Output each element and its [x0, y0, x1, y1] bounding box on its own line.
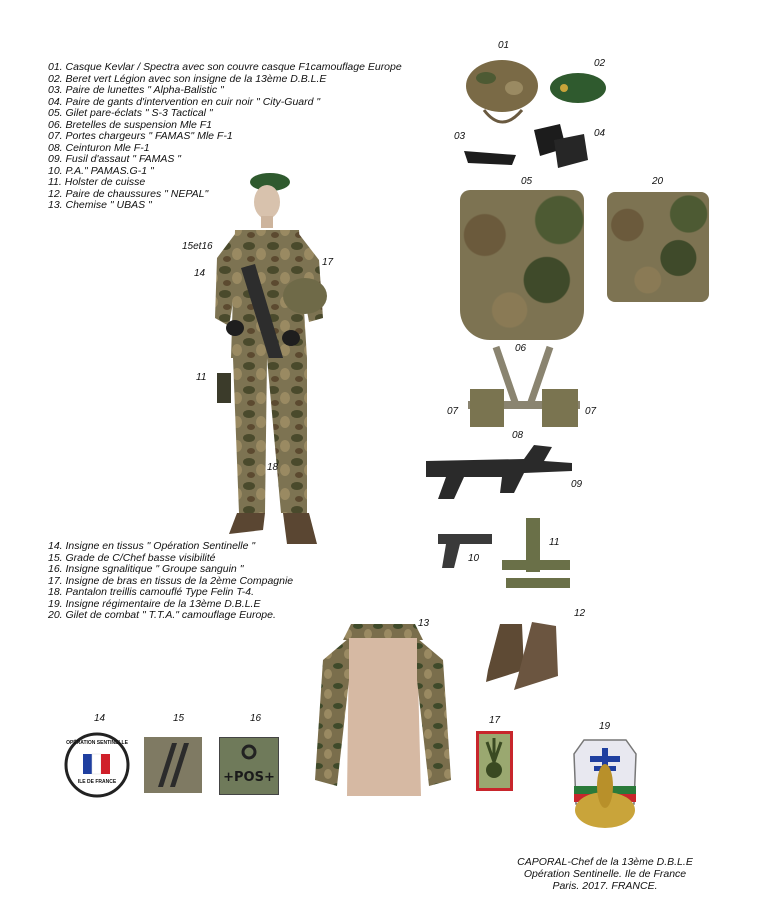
- label-07-right: 07: [585, 406, 597, 417]
- label-02: 02: [594, 58, 606, 69]
- list-item: 15. Grade de C/Chef basse visibilité: [48, 551, 216, 564]
- label-20: 20: [652, 176, 664, 187]
- gloves-image: [530, 120, 590, 177]
- caption-line-1: CAPORAL-Chef de la 13ème D.B.L.E: [517, 856, 693, 868]
- list-item: 10. P.A." PAMAS.G-1 ": [48, 164, 154, 177]
- list-item: 07. Portes chargeurs " FAMAS" Mle F-1: [48, 130, 233, 142]
- list-item: 04. Paire de gants d'intervention en cuir noir " City-Guard ": [48, 95, 321, 108]
- label-09: 09: [571, 479, 583, 490]
- list-item: 09. Fusil d'assaut " FAMAS ": [48, 153, 181, 165]
- label-14: 14: [194, 268, 206, 279]
- label-04: 04: [594, 128, 606, 139]
- label-01: 01: [498, 40, 510, 51]
- label-14-patch: 14: [94, 713, 106, 724]
- label-05: 05: [521, 176, 533, 187]
- label-17: 17: [322, 257, 334, 268]
- label-10: 10: [468, 553, 480, 564]
- label-17-patch: 17: [489, 715, 501, 726]
- boots-image: [484, 620, 570, 701]
- ubas-shirt-image: [313, 620, 453, 803]
- label-06: 06: [515, 343, 527, 354]
- list-item: 12. Paire de chaussures " NEPAL": [48, 187, 209, 200]
- blood-group-patch: [219, 737, 279, 795]
- list-item: 02. Beret vert Légion avec son insigne de la 13ème D.B.L.E: [48, 72, 327, 85]
- pistol-image: [436, 530, 494, 575]
- label-11: 11: [549, 537, 560, 548]
- patch-16-text: +POS+: [223, 770, 275, 785]
- beret-image: [548, 70, 612, 111]
- list-item: 06. Bretelles de suspension Mle F1: [48, 118, 213, 131]
- list-item: 13. Chemise " UBAS ": [48, 199, 152, 211]
- patch-14-bottom-text: ILE DE FRANCE: [77, 779, 117, 785]
- list-item: 19. Insigne régimentaire de la 13ème D.B.L.E: [48, 597, 261, 610]
- caption: [470, 856, 740, 892]
- list-item: 16. Insigne sgnalitique " Groupe sanguin ": [48, 563, 244, 575]
- list-item: 17. Insigne de bras en tissus de la 2ème Compagnie: [48, 574, 294, 587]
- rank-insignia: [144, 737, 202, 798]
- list-item: 11. Holster de cuisse: [48, 176, 146, 188]
- sentinelle-patch: [64, 732, 130, 803]
- label-15-16: 15et16: [182, 241, 213, 252]
- label-19: 19: [599, 721, 611, 732]
- label-11-figure: 11: [196, 372, 207, 383]
- glasses-image: [462, 145, 518, 174]
- company-arm-patch: [476, 731, 513, 791]
- caption-line-2: Opération Sentinelle. Ile de France: [523, 868, 687, 880]
- regimental-insignia: [568, 738, 642, 847]
- list-item: 20. Gilet de combat " T.T.A." camouflage Europe.: [48, 609, 276, 621]
- label-13: 13: [418, 618, 430, 629]
- label-12: 12: [574, 608, 586, 619]
- list-item: 05. Gilet pare-éclats " S-3 Tactical ": [48, 107, 213, 119]
- list-item: 03. Paire de lunettes " Alpha-Balistic ": [48, 84, 224, 96]
- ballistic-vest-image: [460, 190, 584, 340]
- holster-image: [498, 516, 574, 603]
- patch-14-top-text: OPÉRATION SENTINELLE: [66, 740, 128, 746]
- label-08: 08: [512, 430, 524, 441]
- label-16-patch: 16: [250, 713, 262, 724]
- list-item: 18. Pantalon treillis camouflé Type Felin T-4.: [48, 586, 255, 598]
- list-item: 01. Casque Kevlar / Spectra avec son couvre casque F1camouflage Europe: [48, 61, 402, 73]
- list-item: 14. Insigne en tissus " Opération Sentinelle ": [48, 540, 256, 552]
- famas-rifle-image: [424, 443, 574, 510]
- label-18: 18: [267, 462, 279, 473]
- label-07-left: 07: [447, 406, 459, 417]
- equipment-list-bottom: [48, 541, 293, 622]
- label-03: 03: [454, 131, 466, 142]
- soldier-figure: [195, 168, 335, 558]
- caption-line-3: Paris. 2017. FRANCE.: [552, 880, 658, 892]
- combat-vest-image: [607, 192, 709, 302]
- label-15-patch: 15: [173, 713, 185, 724]
- list-item: 08. Ceinturon Mle F-1: [48, 141, 150, 154]
- suspenders-image: [466, 345, 582, 438]
